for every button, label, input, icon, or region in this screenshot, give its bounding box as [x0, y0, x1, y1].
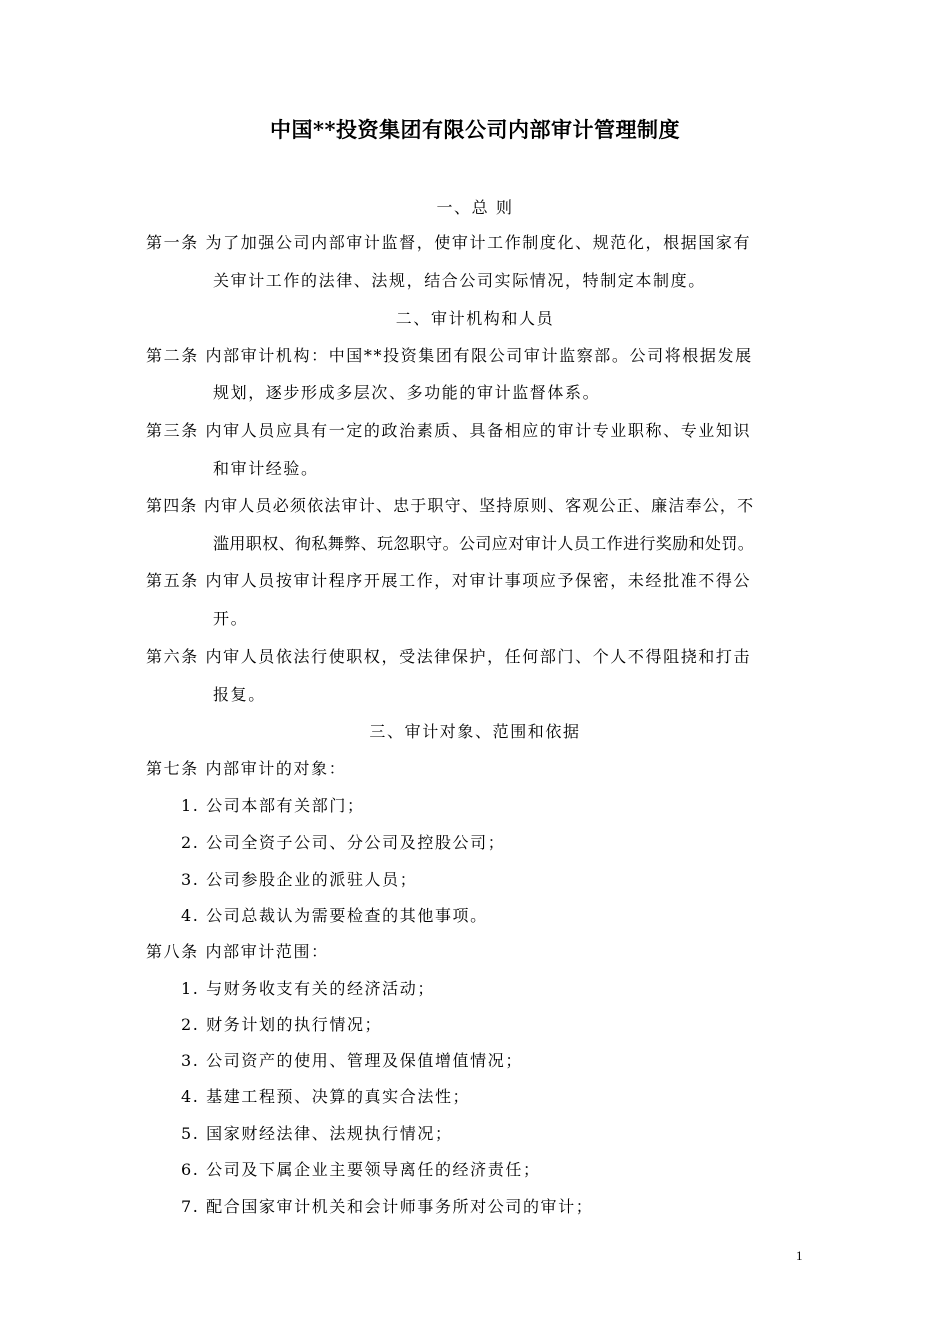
list-item: [181, 833, 505, 853]
article-5-label: 第五条: [146, 571, 199, 590]
article-4-line-2: 滥用职权、徇私舞弊、玩忽职守。公司应对审计人员工作进行奖励和处罚。: [213, 534, 755, 553]
list-item: [181, 870, 417, 890]
list-item-text: 与财务收支有关的经济活动；: [206, 979, 435, 998]
article-8-line: [146, 942, 329, 962]
list-item-number: 7.: [181, 1197, 200, 1216]
article-1-label: 第一条: [146, 233, 199, 252]
article-5-line-2: 开。: [213, 609, 249, 628]
article-8-text: 内部审计范围：: [205, 942, 329, 961]
article-3-line-2: 和审计经验。: [213, 459, 319, 478]
section-heading-general: 一、总 则: [436, 198, 514, 217]
list-item-text: 国家财经法律、法规执行情况；: [206, 1124, 453, 1143]
list-item: [181, 979, 435, 999]
page-number: 1: [796, 1248, 803, 1263]
article-6-text-1: 内审人员依法行使职权，受法律保护，任何部门、个人不得阻挠和打击: [205, 647, 752, 666]
list-item-number: 3.: [181, 1051, 200, 1070]
list-item-number: 4.: [181, 1087, 200, 1106]
list-item-text: 基建工程预、决算的真实合法性；: [206, 1087, 471, 1106]
list-item-number: 6.: [181, 1160, 200, 1179]
article-7-line: [146, 759, 346, 779]
article-4-label: 第四条: [146, 496, 198, 515]
list-item-text: 公司总裁认为需要检查的其他事项。: [206, 906, 488, 925]
list-item: [181, 1015, 382, 1035]
list-item-number: 4.: [181, 906, 200, 925]
article-3-line-1: [146, 421, 751, 441]
list-item-number: 5.: [181, 1124, 200, 1143]
article-6-label: 第六条: [146, 647, 199, 666]
list-item-text: 公司及下属企业主要领导离任的经济责任；: [206, 1160, 541, 1179]
list-item: [181, 906, 488, 926]
list-item: [181, 1197, 593, 1217]
article-7-label: 第七条: [146, 759, 199, 778]
article-2-line-1: [146, 346, 753, 366]
article-4-text-1: 内审人员必须依法审计、忠于职守、坚持原则、客观公正、廉洁奉公，不: [203, 496, 755, 515]
article-6-line-2: 报复。: [213, 685, 266, 704]
article-1-text-1: 为了加强公司内部审计监督，使审计工作制度化、规范化，根据国家有: [205, 233, 752, 252]
list-item-number: 2.: [181, 833, 200, 852]
article-3-text-1: 内审人员应具有一定的政治素质、具备相应的审计专业职称、专业知识: [205, 421, 752, 440]
article-2-label: 第二条: [146, 346, 199, 365]
article-4-line-1: [146, 496, 754, 516]
list-item-text: 配合国家审计机关和会计师事务所对公司的审计；: [206, 1197, 594, 1216]
list-item-text: 公司资产的使用、管理及保值增值情况；: [206, 1051, 523, 1070]
article-1-line-1: [146, 233, 751, 253]
list-item-number: 2.: [181, 1015, 200, 1034]
list-item: [181, 1087, 470, 1107]
section-heading-scope: 三、审计对象、范围和依据: [369, 722, 581, 741]
list-item: [181, 796, 365, 816]
article-1-line-2: 关审计工作的法律、法规，结合公司实际情况，特制定本制度。: [213, 271, 706, 290]
article-3-label: 第三条: [146, 421, 199, 440]
article-5-line-1: [146, 571, 751, 591]
list-item-text: 公司参股企业的派驻人员；: [206, 870, 418, 889]
list-item-text: 公司本部有关部门；: [206, 796, 365, 815]
list-item-text: 财务计划的执行情况；: [206, 1015, 383, 1034]
article-5-text-1: 内审人员按审计程序开展工作，对审计事项应予保密，未经批准不得公: [205, 571, 752, 590]
list-item: [181, 1124, 453, 1144]
article-7-text: 内部审计的对象：: [205, 759, 347, 778]
document-title: 中国**投资集团有限公司内部审计管理制度: [270, 117, 680, 142]
article-2-text-1: 内部审计机构：中国**投资集团有限公司审计监察部。公司将根据发展: [205, 346, 753, 365]
list-item-number: 1.: [181, 796, 200, 815]
section-heading-organization: 二、审计机构和人员: [395, 309, 555, 328]
article-2-line-2: 规划，逐步形成多层次、多功能的审计监督体系。: [213, 383, 601, 402]
list-item: [181, 1160, 541, 1180]
list-item-number: 3.: [181, 870, 200, 889]
article-6-line-1: [146, 647, 751, 667]
article-8-label: 第八条: [146, 942, 199, 961]
list-item: [181, 1051, 523, 1071]
list-item-number: 1.: [181, 979, 200, 998]
list-item-text: 公司全资子公司、分公司及控股公司；: [206, 833, 506, 852]
